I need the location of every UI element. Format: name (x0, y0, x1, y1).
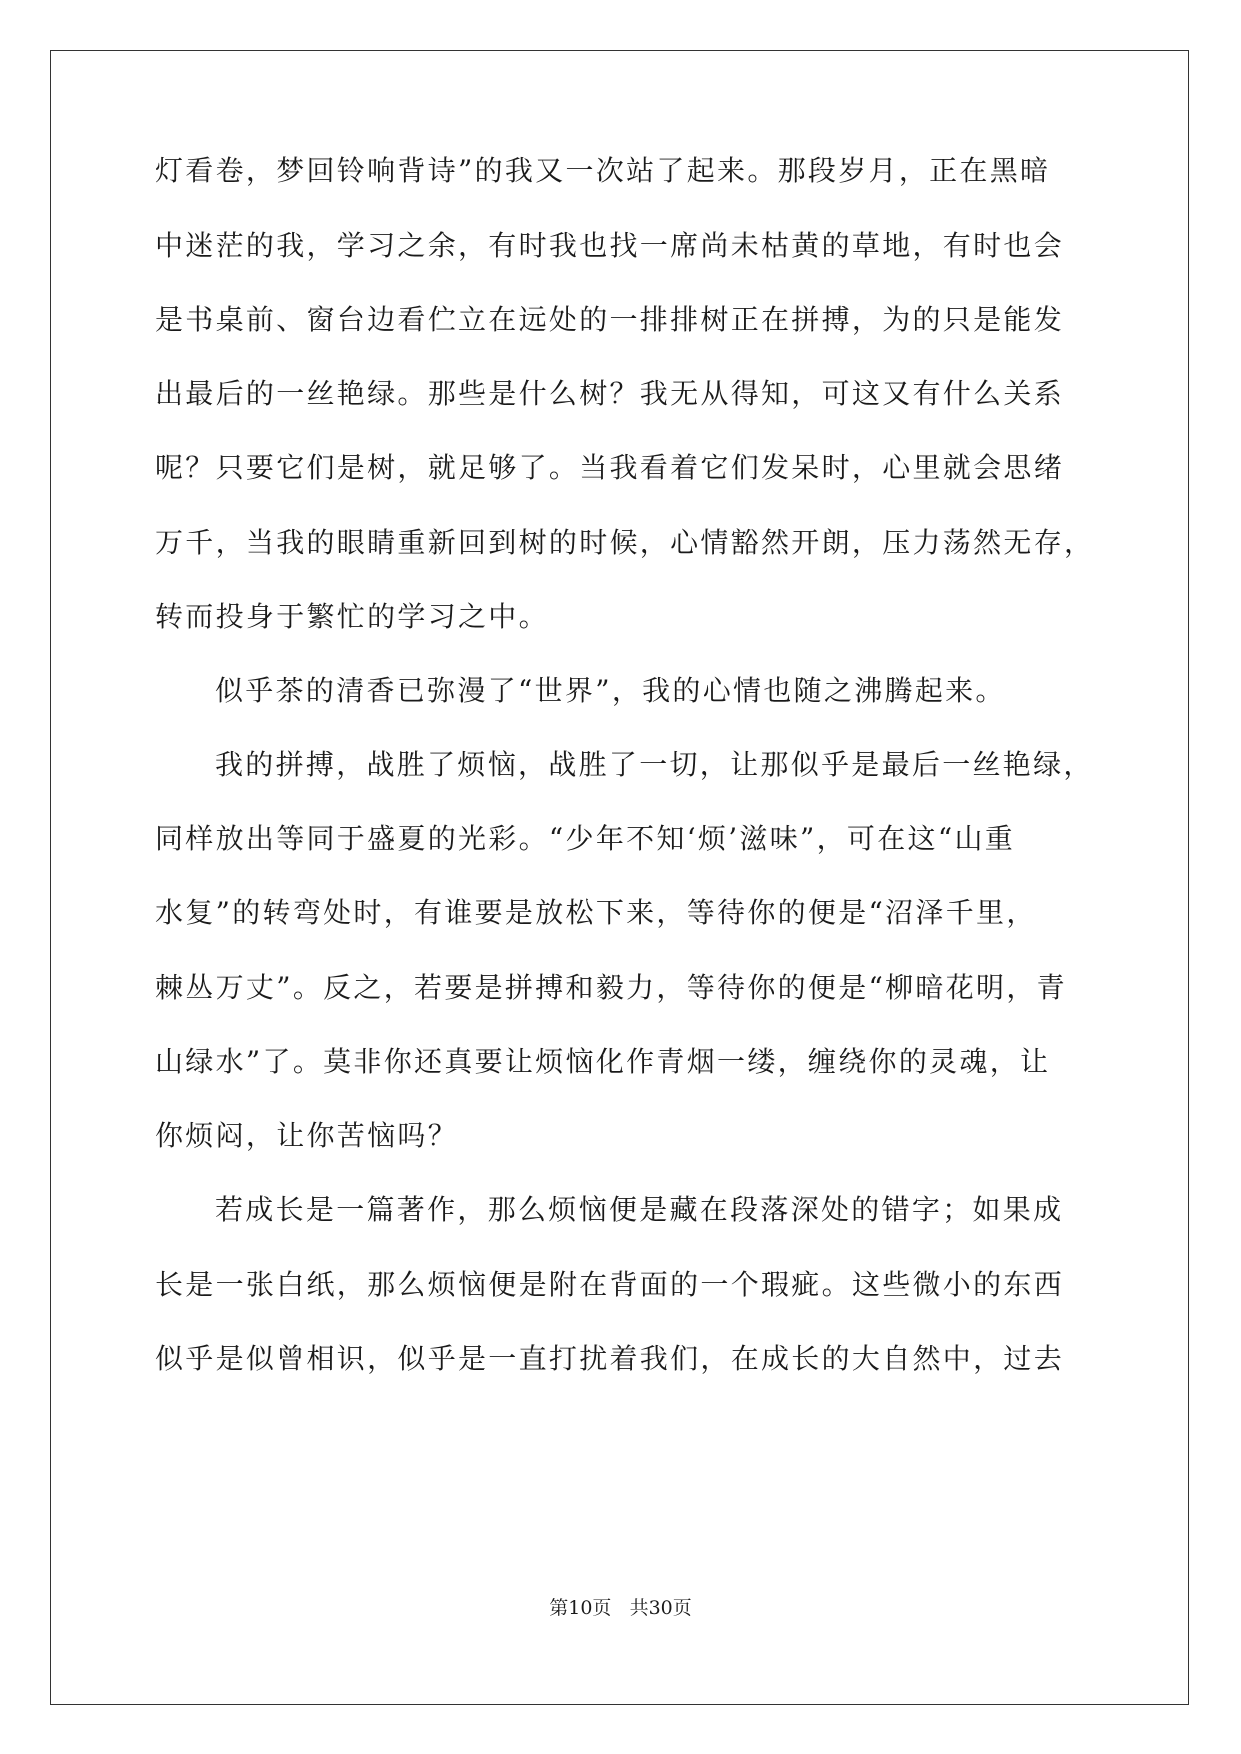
text-line: 呢？只要它们是树，就足够了。当我看着它们发呆时，心里就会思绪 (155, 451, 1065, 484)
paragraph-first-line: 我的拼搏，战胜了烦恼，战胜了一切，让那似乎是最后一丝艳绿， (215, 748, 1094, 781)
text-line: 中迷茫的我，学习之余，有时我也找一席尚未枯黄的草地，有时也会 (155, 229, 1065, 262)
paragraph-first-line: 似乎茶的清香已弥漫了“世界”，我的心情也随之沸腾起来。 (215, 674, 1006, 707)
text-line: 出最后的一丝艳绿。那些是什么树？我无从得知，可这又有什么关系 (155, 377, 1065, 410)
text-line: 转而投身于繁忙的学习之中。 (155, 600, 549, 633)
text-line: 长是一张白纸，那么烦恼便是附在背面的一个瑕疵。这些微小的东西 (155, 1268, 1065, 1301)
page-number: 第10页 (549, 1597, 612, 1619)
paragraph-first-line: 若成长是一篇著作，那么烦恼便是藏在段落深处的错字；如果成 (215, 1193, 1064, 1226)
page-total: 共30页 (629, 1597, 692, 1619)
text-line: 水复”的转弯处时，有谁要是放松下来，等待你的便是“沼泽千里， (155, 896, 1037, 929)
text-line: 似乎是似曾相识，似乎是一直打扰着我们，在成长的大自然中，过去 (155, 1342, 1065, 1375)
text-line: 是书桌前、窗台边看伫立在远处的一排排树正在拼搏，为的只是能发 (155, 303, 1065, 336)
text-line: 山绿水”了。莫非你还真要让烦恼化作青烟一缕，缠绕你的灵魂，让 (155, 1045, 1051, 1078)
text-line: 棘丛万丈”。反之，若要是拼搏和毅力，等待你的便是“柳暗花明，青 (155, 971, 1067, 1004)
page-frame (50, 50, 1189, 1705)
text-line: 万千，当我的眼睛重新回到树的时候，心情豁然开朗，压力荡然无存， (155, 526, 1095, 559)
text-line: 灯看卷，梦回铃响背诗”的我又一次站了起来。那段岁月，正在黑暗 (155, 154, 1051, 187)
page-footer (0, 1595, 1241, 1621)
text-line: 同样放出等同于盛夏的光彩。“少年不知‘烦’滋味”，可在这“山重 (155, 822, 1016, 855)
text-line: 你烦闷，让你苦恼吗？ (155, 1119, 459, 1152)
